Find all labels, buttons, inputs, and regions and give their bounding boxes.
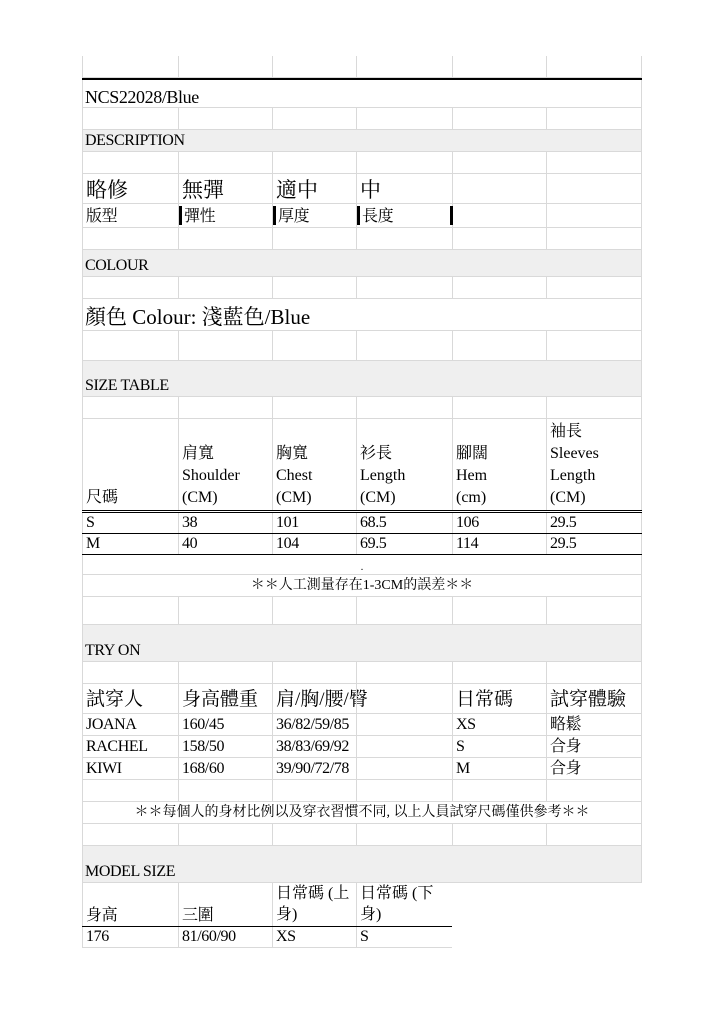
divider-mark xyxy=(273,206,276,225)
measurement-note-row xyxy=(82,575,642,597)
table-row xyxy=(82,534,642,555)
section-title-size-table: SIZE TABLE xyxy=(85,377,169,394)
sleeves-header: 袖長 Sleeves Length (CM) xyxy=(550,423,599,506)
description-values-row xyxy=(82,174,642,204)
measurements-cell: 38/83/69/92 xyxy=(276,738,349,755)
try-on-note-row xyxy=(82,802,642,824)
divider-mark xyxy=(357,206,360,225)
tester-header: 試穿人 xyxy=(86,689,144,710)
section-title-try-on: TRY ON xyxy=(85,642,141,659)
spacer-row xyxy=(82,108,642,130)
model-measurements-cell: 81/60/90 xyxy=(182,928,236,945)
description-header-row xyxy=(82,130,642,152)
measurement-note: ＊＊人工測量存在1-3CM的誤差＊＊ xyxy=(250,578,474,593)
size-table-column-headers xyxy=(82,419,642,513)
shoulder-header: 肩寬 Shoulder (CM) xyxy=(182,445,240,506)
height-weight-cell: 158/50 xyxy=(182,738,225,755)
table-row xyxy=(82,513,642,534)
tester-cell: KIWI xyxy=(86,760,122,777)
size-header: 尺碼 xyxy=(86,489,119,506)
section-title-colour: COLOUR xyxy=(85,257,149,274)
spacer-row xyxy=(82,597,642,625)
chest-cell: 104 xyxy=(276,535,299,552)
model-top-size-cell: XS xyxy=(276,928,296,945)
tester-cell: RACHEL xyxy=(86,738,148,755)
section-title-model-size: MODEL SIZE xyxy=(85,863,176,880)
size-table-header-row xyxy=(82,361,642,397)
hem-header: 腳闊 Hem (cm) xyxy=(456,445,489,506)
hem-cell: 114 xyxy=(456,535,479,552)
fit-experience-cell: 略鬆 xyxy=(550,716,582,733)
chest-header: 胸寬 Chest (CM) xyxy=(276,445,313,506)
height-weight-header: 身高體重 xyxy=(182,689,259,710)
length-value: 中 xyxy=(360,178,381,202)
spacer-row xyxy=(82,277,642,299)
length-cell: 69.5 xyxy=(360,535,387,552)
try-on-header-row xyxy=(82,625,642,662)
spacer-row xyxy=(82,780,642,802)
spacer-row xyxy=(82,824,642,846)
spacer-row xyxy=(82,228,642,250)
divider-mark xyxy=(450,206,453,225)
fit-experience-header: 試穿體驗 xyxy=(550,689,627,710)
shoulder-cell: 40 xyxy=(182,535,198,552)
sleeves-cell: 29.5 xyxy=(550,535,577,552)
fit-value: 略修 xyxy=(86,178,128,202)
sleeves-cell: 29.5 xyxy=(550,514,577,531)
fit-experience-cell: 合身 xyxy=(550,738,582,755)
fit-experience-cell: 合身 xyxy=(550,760,582,777)
colour-row xyxy=(82,299,642,331)
chest-cell: 101 xyxy=(276,514,299,531)
spacer-row xyxy=(82,397,642,419)
stretch-label: 彈性 xyxy=(184,208,216,225)
model-bottom-size-cell: S xyxy=(360,928,369,945)
thickness-value: 適中 xyxy=(276,178,318,202)
section-title-description: DESCRIPTION xyxy=(85,132,185,149)
product-code: NCS22028/Blue xyxy=(85,87,199,107)
spacer-row xyxy=(82,56,642,78)
spacer-row xyxy=(82,152,642,174)
try-on-note: ＊＊每個人的身材比例以及穿衣習慣不同, 以上人員試穿尺碼僅供參考＊＊ xyxy=(134,805,590,820)
colour-text: 顏色 Colour: 淺藍色/Blue xyxy=(85,305,311,329)
model-measurements-header: 三圍 xyxy=(182,907,214,924)
model-bottom-size-header: 日常碼 (下身) xyxy=(360,885,434,923)
thickness-label: 厚度 xyxy=(278,208,310,225)
usual-size-cell: XS xyxy=(456,716,476,733)
shoulder-cell: 38 xyxy=(182,514,198,531)
model-top-size-header: 日常碼 (上身) xyxy=(276,885,350,923)
divider-mark xyxy=(179,206,182,225)
tester-cell: JOANA xyxy=(86,716,137,733)
measurements-header: 肩/胸/腰/臀 xyxy=(276,689,368,710)
spacer-row xyxy=(82,331,642,361)
model-size-header-row xyxy=(82,846,642,883)
dot-mark: . xyxy=(360,562,364,573)
fit-label: 版型 xyxy=(86,208,118,225)
size-cell: M xyxy=(86,535,100,552)
usual-size-header: 日常碼 xyxy=(456,689,514,710)
hem-cell: 106 xyxy=(456,514,479,531)
table-row xyxy=(82,714,642,736)
product-code-row xyxy=(82,78,642,108)
model-height-header: 身高 xyxy=(86,907,118,924)
spacer-row xyxy=(82,662,642,684)
size-cell: S xyxy=(86,514,95,531)
length-label: 長度 xyxy=(362,208,394,225)
height-weight-cell: 160/45 xyxy=(182,716,225,733)
measurements-cell: 39/90/72/78 xyxy=(276,760,349,777)
length-header: 衫長 Length (CM) xyxy=(360,445,406,506)
table-row xyxy=(82,927,452,948)
model-height-cell: 176 xyxy=(86,928,109,945)
table-row xyxy=(82,736,642,758)
product-spec-sheet xyxy=(82,56,642,948)
length-cell: 68.5 xyxy=(360,514,387,531)
table-row xyxy=(82,758,642,780)
height-weight-cell: 168/60 xyxy=(182,760,225,777)
dot-row xyxy=(82,555,642,575)
description-labels-row xyxy=(82,204,642,228)
colour-header-row xyxy=(82,250,642,277)
stretch-value: 無彈 xyxy=(182,178,224,202)
try-on-column-headers xyxy=(82,684,642,714)
model-size-column-headers xyxy=(82,883,452,927)
measurements-cell: 36/82/59/85 xyxy=(276,716,349,733)
usual-size-cell: M xyxy=(456,760,470,777)
usual-size-cell: S xyxy=(456,738,465,755)
